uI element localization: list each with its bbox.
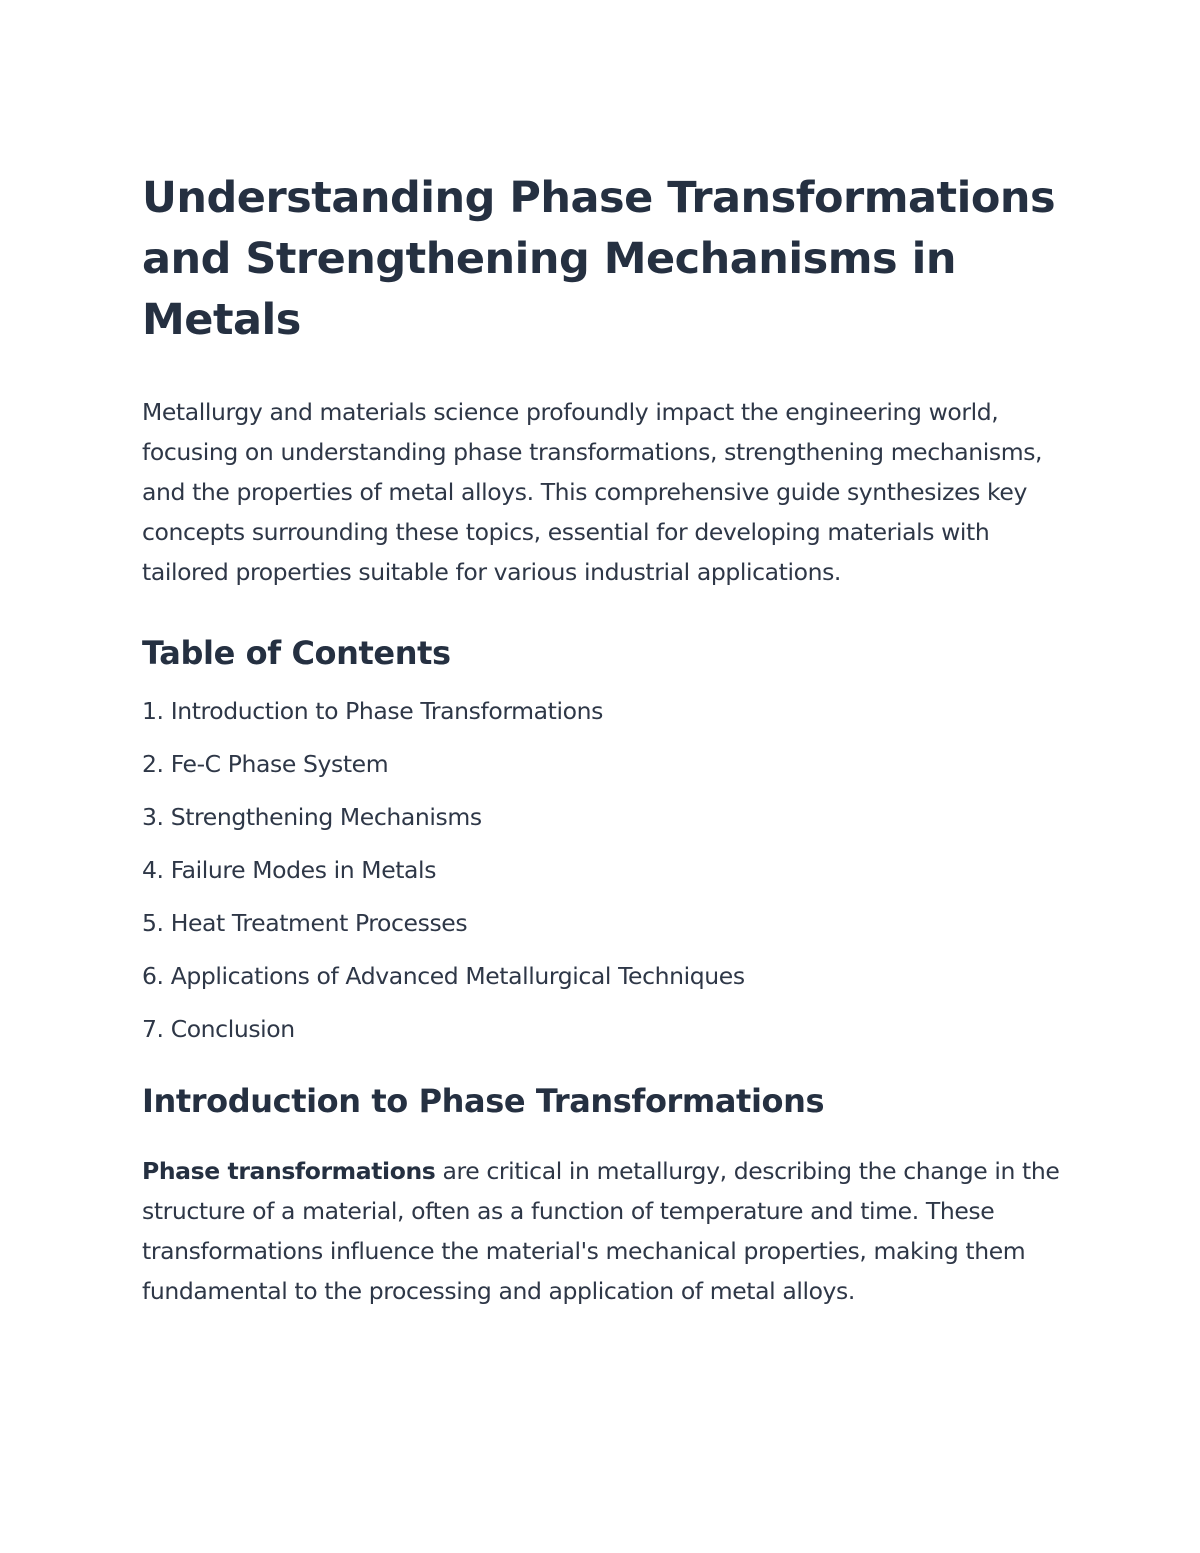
section-body-text: are critical in metallurgy, describing the change in the structure of a material, often as a function of temperature and time. These transformations influence the material's mechanical properties, making them fundamental to the processing and application of metal alloys. <box>142 1157 1060 1305</box>
toc-item-advanced-techniques: 6. Applications of Advanced Metallurgical Techniques <box>142 962 745 990</box>
toc-item-conclusion: 7. Conclusion <box>142 1015 295 1043</box>
document-page <box>142 168 1062 1311</box>
section-paragraph <box>142 1151 1062 1311</box>
toc-item-failure-modes: 4. Failure Modes in Metals <box>142 856 437 884</box>
toc-heading: Table of Contents <box>142 634 451 672</box>
toc-item-heat-treatment: 5. Heat Treatment Processes <box>142 909 468 937</box>
bold-term: Phase transformations <box>142 1157 436 1185</box>
section-heading: Introduction to Phase Transformations <box>142 1082 825 1120</box>
toc-item-introduction: 1. Introduction to Phase Transformations <box>142 697 603 725</box>
document-title: Understanding Phase Transformations and Strengthening Mechanisms in Metals <box>142 173 1056 345</box>
toc-item-fe-c-phase-system: 2. Fe-C Phase System <box>142 750 389 778</box>
table-of-contents <box>142 696 1062 1067</box>
intro-paragraph: Metallurgy and materials science profoundly impact the engineering world, focusing on understanding phase transformations, strengthening mechanisms, and the properties of metal alloys. This comprehensive guide synthesizes key concepts surrounding these topics, essential for developing materials with tailored properties suitable for various industrial applications. <box>142 398 1043 586</box>
toc-item-strengthening-mechanisms: 3. Strengthening Mechanisms <box>142 803 482 831</box>
